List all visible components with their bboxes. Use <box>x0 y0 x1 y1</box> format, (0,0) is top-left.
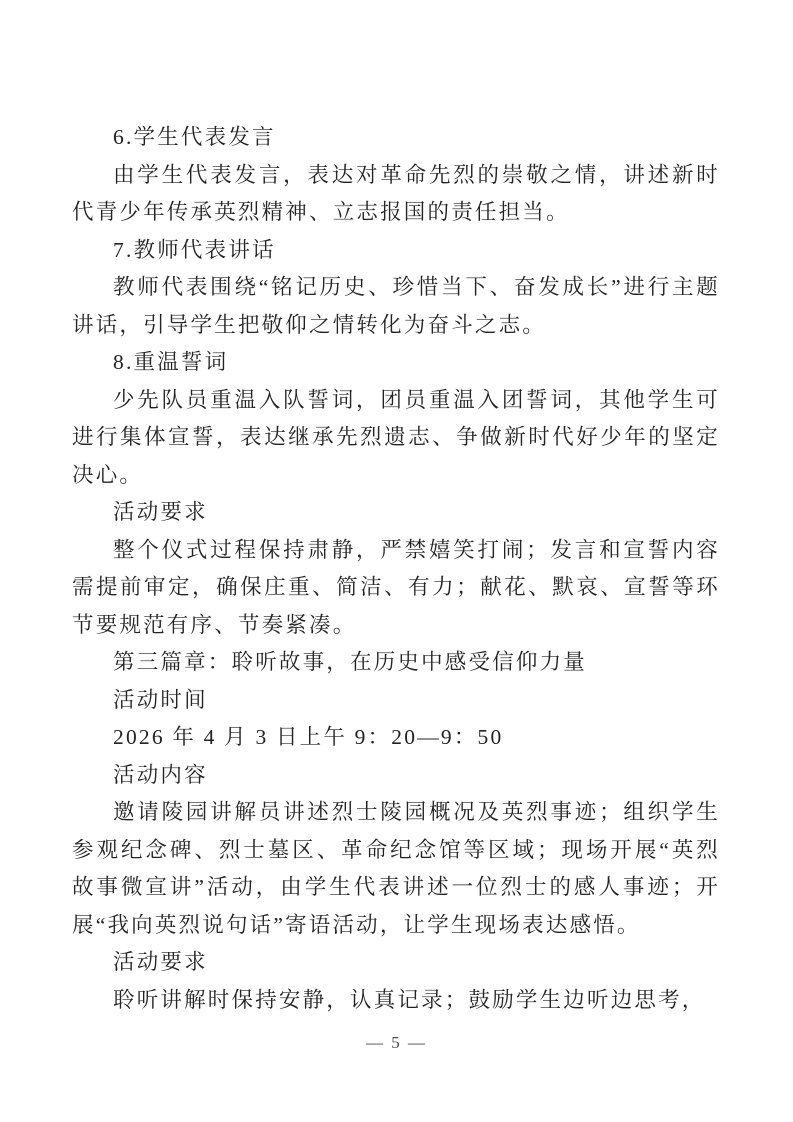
activity-content-body: 邀请陵园讲解员讲述烈士陵园概况及英烈事迹；组织学生参观纪念碑、烈士墓区、革命纪念馆等区域；现场开展“英烈故事微宣讲”活动，由学生代表讲述一位烈士的感人事迹；开展“我向英烈说句话”寄语活动，让学生现场表达感悟。 <box>72 800 720 937</box>
numbered-item-8-heading: 8.重温誓词 <box>113 350 229 374</box>
numbered-item-8-body: 少先队员重温入队誓词，团员重温入团誓词，其他学生可进行集体宣誓，表达继承先烈遗志、争做新时代好少年的坚定决心。 <box>72 387 720 487</box>
activity-requirements-heading-2: 活动要求 <box>113 950 208 974</box>
activity-time-value: 2026 年 4 月 3 日上午 9：20—9：50 <box>113 725 504 749</box>
numbered-item-7-heading: 7.教师代表讲话 <box>113 237 276 262</box>
numbered-item-7-body: 教师代表围绕“铭记历史、珍惜当下、奋发成长”进行主题讲话，引导学生把敬仰之情转化为奋斗之志。 <box>72 275 720 337</box>
activity-requirements-heading-1: 活动要求 <box>113 500 208 524</box>
chapter-three-heading: 第三篇章：聆听故事，在历史中感受信仰力量 <box>113 650 588 674</box>
document-body <box>72 119 720 1019</box>
activity-requirements-body-1: 整个仪式过程保持肃静，严禁嬉笑打闹；发言和宣誓内容需提前审定，确保庄重、简洁、有力；献花、默哀、宣誓等环节要规范有序、节奏紧凑。 <box>72 537 720 637</box>
page-number-footer: — 5 — <box>366 1033 427 1052</box>
activity-content-heading: 活动内容 <box>113 762 208 787</box>
numbered-item-6-heading: 6.学生代表发言 <box>113 125 276 149</box>
numbered-item-6-body: 由学生代表发言，表达对革命先烈的崇敬之情，讲述新时代青少年传承英烈精神、立志报国的责任担当。 <box>72 162 720 224</box>
activity-time-heading: 活动时间 <box>113 687 208 712</box>
activity-requirements-body-2: 聆听讲解时保持安静，认真记录；鼓励学生边听边思考， <box>113 987 706 1012</box>
